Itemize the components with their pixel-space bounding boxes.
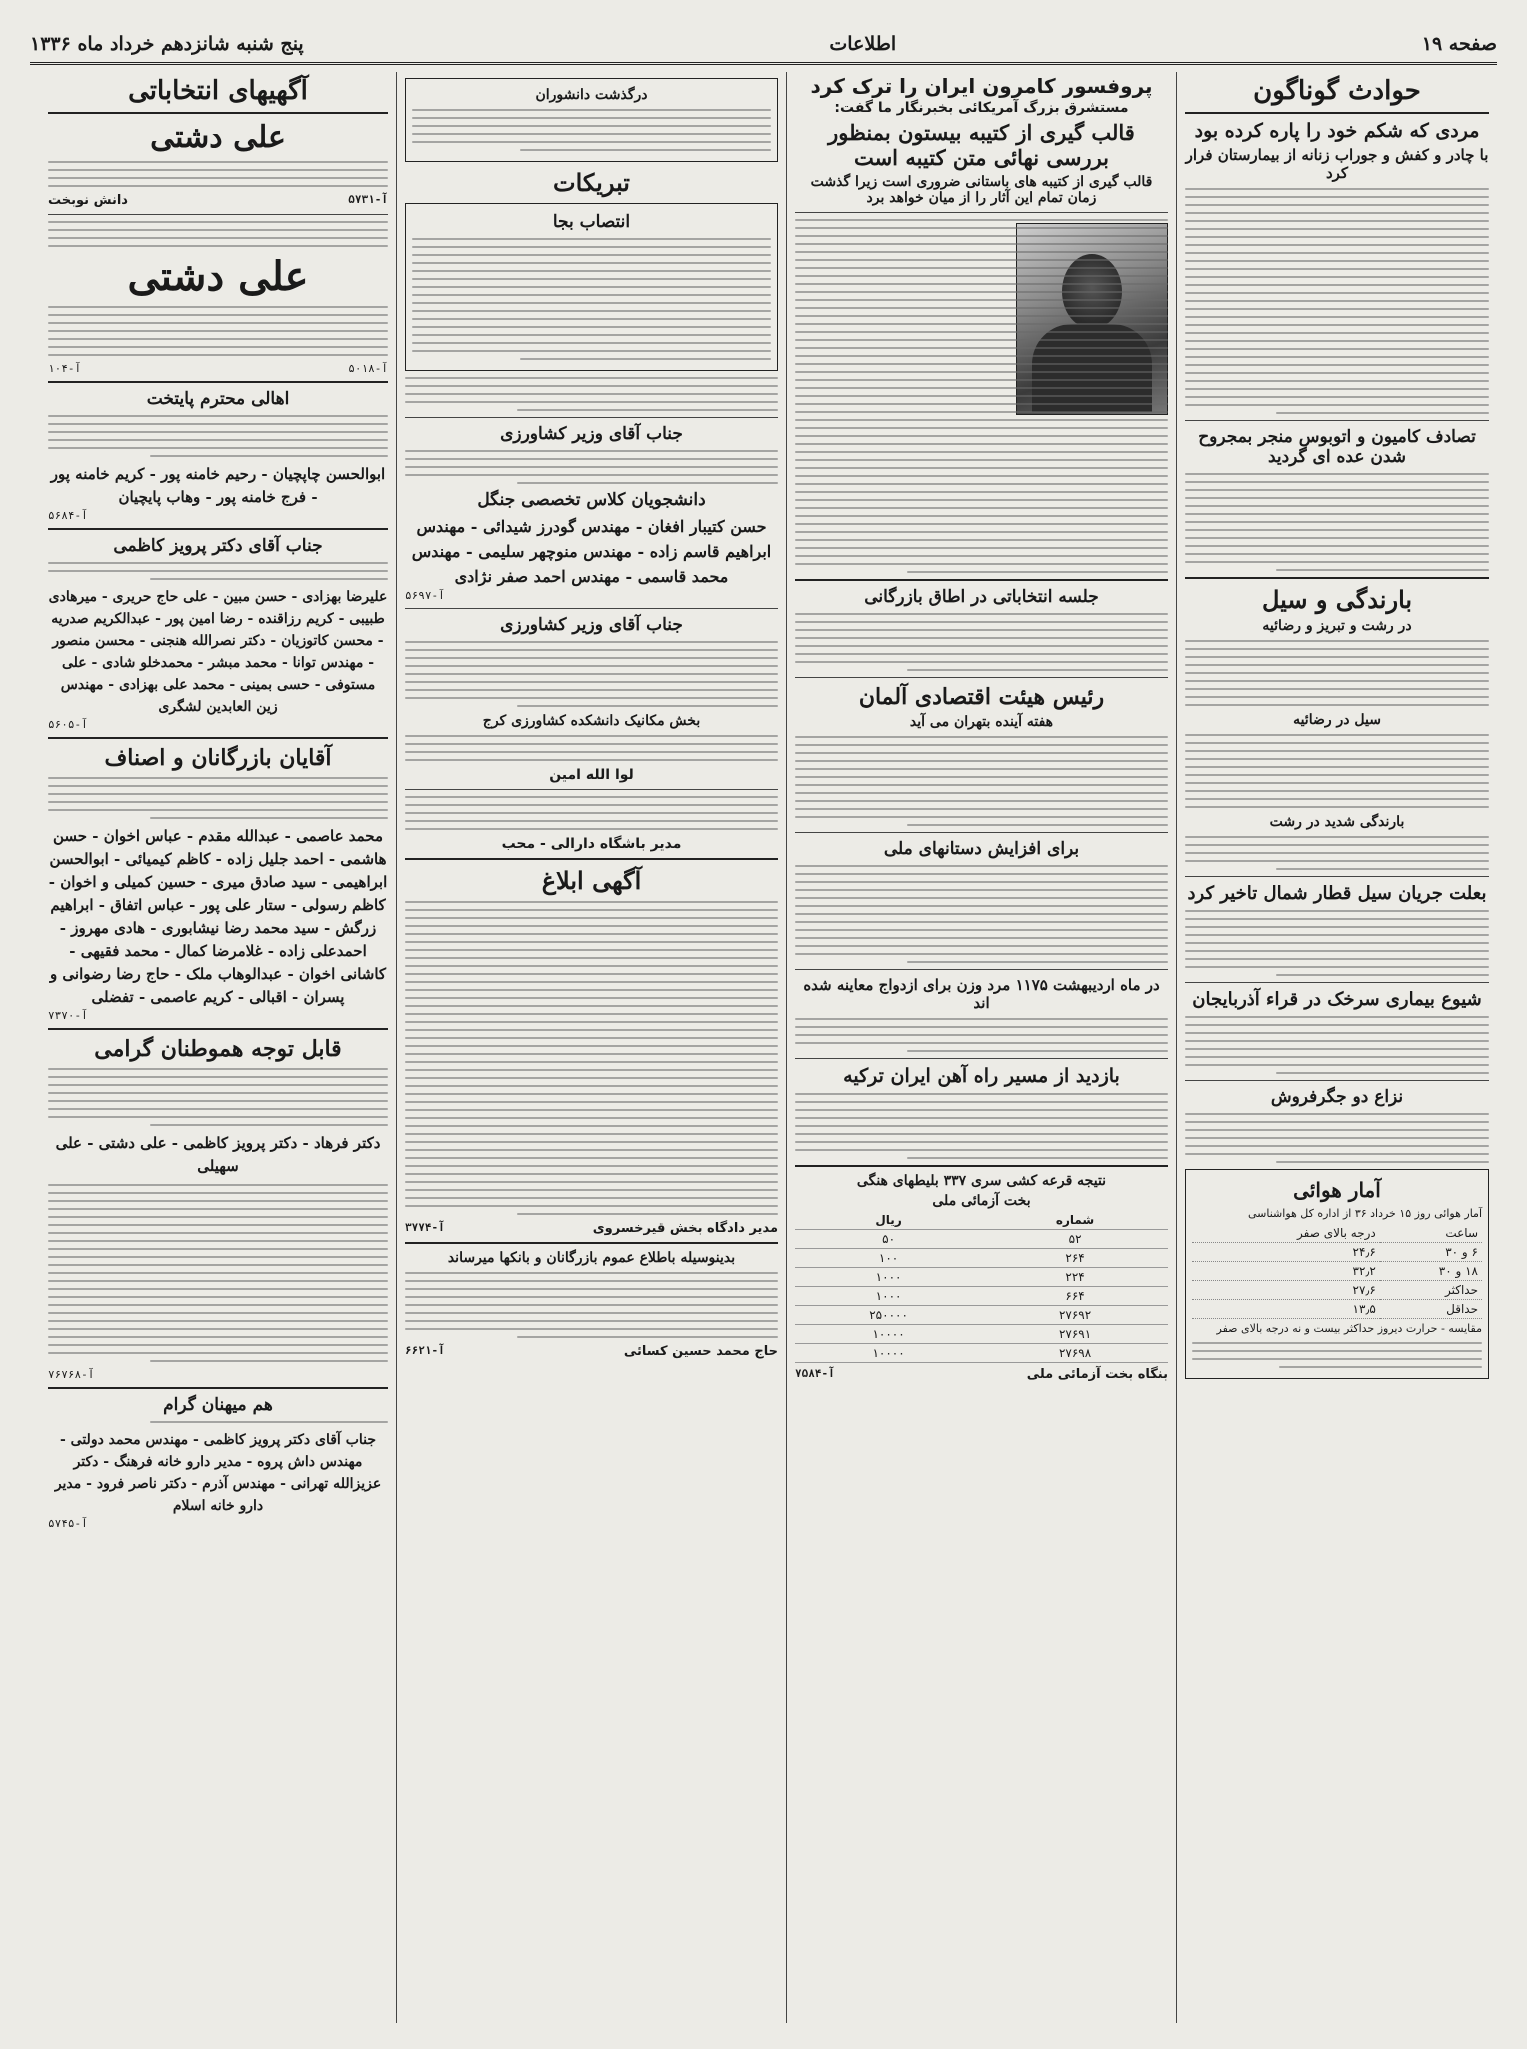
lottery-row [795, 1268, 1168, 1287]
karaj-college-head: بخش مکانیک دانشکده کشاورزی کرج [482, 713, 701, 729]
story-head-railway: بازدید از مسیر راه آهن ایران ترکیه [843, 1065, 1120, 1087]
welcome-names: جناب آقای دکتر پرویز کاظمی - مهندس محمد دولتی - مهندس داش پروه - مدیر دارو خانه فرهنگ - دکتر عزیزالله تهرانی - مهندس آذرم - دکتر ناصر فرود - مدیر دارو خانه اسلام [54, 1432, 382, 1514]
lottery-col-number: شماره [982, 1211, 1168, 1230]
lottery-cell: ۶۶۴ [982, 1287, 1168, 1306]
capital-residents-head: اهالی محترم پایتخت [146, 389, 290, 409]
lottery-row [795, 1325, 1168, 1344]
bank-notice-sign: حاج محمد حسین کسائی [623, 1344, 778, 1359]
story-head-disease: شیوع بیماری سرخک در قراء آذربایجان [1192, 989, 1482, 1010]
welcome-head: هم میهنان گرام [163, 1395, 273, 1415]
bank-notice-head: بدینوسیله باطلاع عموم بازرگانان و بانکها میرساند [447, 1250, 736, 1266]
weather-cell: ساعت [1380, 1224, 1482, 1243]
weather-cell: حداکثر [1380, 1280, 1482, 1299]
lottery-cell: ۲۷۶۹۸ [982, 1344, 1168, 1363]
story-head-fight: نزاع دو جگرفروش [1270, 1087, 1404, 1107]
story-head-hospital: مردی که شکم خود را پاره کرده بود [1194, 120, 1480, 142]
weather-footnote: مقایسه - حرارت دیروز حداکثر بیست و نه درجه بالای صفر [1216, 1321, 1482, 1335]
issue-date: پنج شنبه شانزدهم خرداد ماه ۱۳۳۶ [30, 33, 304, 55]
story-kicker-cameron: پروفسور کامرون ایران را ترک کرد [810, 74, 1153, 98]
lottery-footer: بنگاه بخت آزمائی ملی [1026, 1367, 1168, 1382]
farm-minister-head-2: جناب آقای وزیر کشاورزی [500, 615, 683, 635]
lottery-row [795, 1287, 1168, 1306]
weather-cell: ۱۳٫۵ [1192, 1299, 1380, 1318]
page-number: صفحه ۱۹ [1421, 33, 1497, 55]
lottery-cell: ۲۶۴ [982, 1249, 1168, 1268]
lottery-cell: ۱۰۰۰ [795, 1287, 982, 1306]
legal-ad-code: آ-۳۷۷۴ [405, 1221, 445, 1234]
lottery-cell: ۵۰ [795, 1230, 982, 1249]
kazemi-names: علیرضا بهزادی - حسن مبین - علی حاج حریری - میرهادی طبیبی - کریم رزاقنده - رضا امین پور - عبدالکریم صدریه - محسن کاتوزیان - دکتر نصرالله هنجنی - محسن منصور - مهندس توانا - محمد مبشر - محمدخلو شادی - علی مستوفی - حسی بمینی - محمد علی بهزادی - مهندس زین العابدین لشگری [48, 589, 388, 715]
section-title-misc: حوادث گوناگون [1253, 76, 1421, 106]
weather-table [1192, 1224, 1482, 1319]
capital-residents-names: ابوالحسن چاپچیان - رحیم خامنه پور - کریم خامنه پور - فرج خامنه پور - وهاب پایچیان [50, 465, 386, 506]
story-sub-flood: در رشت و تبریز و رضائیه [1262, 618, 1412, 634]
attention-code: آ-۷۶۷۶۸ [48, 1368, 95, 1381]
weather-row [1192, 1224, 1482, 1243]
attention-names: دکتر فرهاد - دکتر پرویز کاظمی - علی دشتی - علی سهیلی [55, 1134, 381, 1175]
notice-obituary [405, 78, 778, 162]
weather-cell: حداقل [1380, 1299, 1482, 1318]
story-body-accident [1185, 473, 1489, 571]
lottery-cell: ۲۲۴ [982, 1268, 1168, 1287]
story-sub-germany: هفته آینده بتهران می آید [909, 714, 1054, 730]
lottery-cell: ۱۰۰۰ [795, 1268, 982, 1287]
weather-row [1192, 1242, 1482, 1261]
merchants-names: محمد عاصمی - عبدالله مقدم - عباس اخوان - حسن هاشمی - احمد جلیل زاده - کاظم کیمیائی - ابوالحسن ابراهیمی - سید صادق میری - حسین کمیلی و اخوان - کاظم رسولی - ستار علی پور - عباس اتفاق - ابراهیم زرگش - سید محمد رضا نیشابوری - هادی مهروز - احمدعلی زاده - غلامرضا کمال - محمد فقیهی - کاشانی اخوان - عبدالوهاب ملک - حاج رضا رضوانی و پسران - اقبالی - کریم عاصمی - تفضلی [48, 827, 388, 1006]
lottery-code: آ-۷۵۸۴ [795, 1367, 835, 1380]
candidate-code-1: آ-۵۷۳۱ [348, 193, 388, 206]
notice-obituary-head: درگذشت دانشوران [535, 87, 648, 103]
candidate-sign-1: دانش نوبخت [48, 193, 128, 208]
capital-residents-code: آ-۵۶۸۴ [48, 509, 88, 522]
club-sign: مدیر باشگاه دارالی - محب [501, 836, 682, 852]
story-sub-hospital: با چادر و کفش و جوراب زنانه از بیمارستان فرار کرد [1185, 146, 1489, 182]
welcome-code: آ-۵۷۴۵ [48, 1517, 88, 1530]
lottery-col-rial: ریال [795, 1211, 982, 1230]
weather-title: آمار هوائی [1293, 1178, 1381, 1202]
lottery-sub: بخت آزمائی ملی [932, 1193, 1031, 1209]
column-election-ads [40, 72, 396, 2023]
weather-cell: ۳۲٫۲ [1192, 1261, 1380, 1280]
merchants-code: آ-۷۳۷۰ [48, 1009, 88, 1022]
story-head-election: جلسه انتخاباتی در اطاق بازرگانی [864, 587, 1099, 607]
weather-cell: ۶ و ۳۰ [1380, 1242, 1482, 1261]
candidate-code-2: آ-۵۰۱۸ [348, 362, 388, 375]
attention-head: قابل توجه هموطنان گرامی [94, 1036, 342, 1062]
lottery-head: نتیجه قرعه کشی سری ۳۳۷ بلیطهای هنگی [856, 1173, 1107, 1189]
column-notices [396, 72, 786, 2023]
story-sub-flood-2: سیل در رضائیه [1293, 712, 1381, 728]
candidate-code-2b: آ-۱۰۴ [48, 362, 82, 375]
story-head-cameron: قالب گیری از کتیبه بیستون بمنظور بررسی نهائی متن کتیبه است [828, 120, 1135, 170]
column-cameron [786, 72, 1176, 2023]
story-body-cameron [795, 219, 1168, 573]
merchants-head: آقایان بازرگانان و اصناف [104, 745, 332, 771]
weather-row [1192, 1261, 1482, 1280]
kazemi-code: آ-۵۶۰۵ [48, 718, 88, 731]
lottery-table [795, 1211, 1168, 1363]
forest-class-code: آ-۵۶۹۷ [405, 589, 445, 602]
story-sub-flood-3: بارندگی شدید در رشت [1269, 814, 1405, 830]
weather-row [1192, 1280, 1482, 1299]
story-sub-cameron: قالب گیری از کتیبه های باستانی ضروری است زیرا گذشت زمان تمام این آثار را از میان خواهد برد [810, 174, 1153, 206]
story-head-marriage: در ماه اردیبهشت ۱۱۷۵ مرد وزن برای ازدواج معاینه شده اند [803, 976, 1160, 1012]
lottery-cell: ۵۲ [982, 1230, 1168, 1249]
story-head-rail: بعلت جریان سیل قطار شمال تاخیر کرد [1187, 883, 1487, 904]
weather-box [1185, 1169, 1489, 1379]
appointment-head: انتصاب بجا [552, 212, 631, 232]
candidate-name-1: علی دشتی [150, 120, 286, 155]
legal-ad-sign: مدیر دادگاه بخش قیرخسروی [592, 1221, 778, 1236]
lottery-cell: ۲۷۶۹۱ [982, 1325, 1168, 1344]
legal-ad-body [405, 901, 778, 1215]
lottery-cell: ۱۰۰۰۰ [795, 1325, 982, 1344]
kazemi-head: جناب آقای دکتر پرویز کاظمی [113, 536, 323, 556]
congrats-title: تبریکات [552, 168, 630, 197]
lottery-cell: ۱۰۰۰۰ [795, 1344, 982, 1363]
story-body-flood [1185, 640, 1489, 706]
weather-cell: درجه بالای صفر [1192, 1224, 1380, 1243]
weather-intro: آمار هوائی روز ۱۵ خرداد ۳۶ از اداره کل هواشناسی [1247, 1207, 1482, 1220]
lottery-row [795, 1344, 1168, 1363]
section-title-election: آگهیهای انتخاباتی [128, 76, 308, 106]
lottery-cell: ۲۵۰۰۰۰ [795, 1306, 982, 1325]
lottery-row [795, 1306, 1168, 1325]
story-kicker-cameron-2: مستشرق بزرگ آمریکائی بخبرنگار ما گفت: [834, 100, 1129, 116]
weather-cell: ۱۸ و ۳۰ [1380, 1261, 1482, 1280]
notice-appointment [405, 203, 778, 371]
weather-cell: ۲۷٫۶ [1192, 1280, 1380, 1299]
lottery-cell: ۲۷۶۹۲ [982, 1306, 1168, 1325]
candidate-name-2: علی دشتی [127, 253, 309, 300]
legal-ad-head: آگهی ابلاغ [541, 866, 642, 895]
weather-cell: ۲۴٫۶ [1192, 1242, 1380, 1261]
forest-class-names: حسن کتیبار افغان - مهندس گودرز شیدائی - مهندس ابراهیم قاسم زاده - مهندس منوچهر سلیمی - مهندس محمد قاسمی - مهندس احمد صفر نژادی [411, 517, 772, 586]
lottery-row [795, 1249, 1168, 1268]
story-head-flood: بارندگی و سیل [1261, 585, 1413, 614]
paper-name: اطلاعات [829, 33, 897, 55]
farm-minister-head: جناب آقای وزیر کشاورزی [500, 424, 683, 444]
column-misc-news [1176, 72, 1497, 2023]
lottery-row [795, 1230, 1168, 1249]
lottery-cell: ۱۰۰ [795, 1249, 982, 1268]
story-head-craft: برای افزایش دستانهای ملی [883, 839, 1080, 859]
forest-class-head: دانشجویان کلاس تخصصی جنگل [477, 490, 706, 510]
story-head-germany: رئیس هیئت اقتصادی آلمان [858, 684, 1105, 710]
masthead [30, 26, 1497, 65]
bank-notice-code: آ-۶۶۲۱ [405, 1344, 445, 1357]
weather-row [1192, 1299, 1482, 1318]
story-head-accident: تصادف کامیون و اتوبوس منجر بمجروح شدن عده ای گردید [1198, 427, 1476, 467]
story-body-hospital [1185, 188, 1489, 414]
karaj-college-sign: لوا الله امین [549, 767, 634, 783]
